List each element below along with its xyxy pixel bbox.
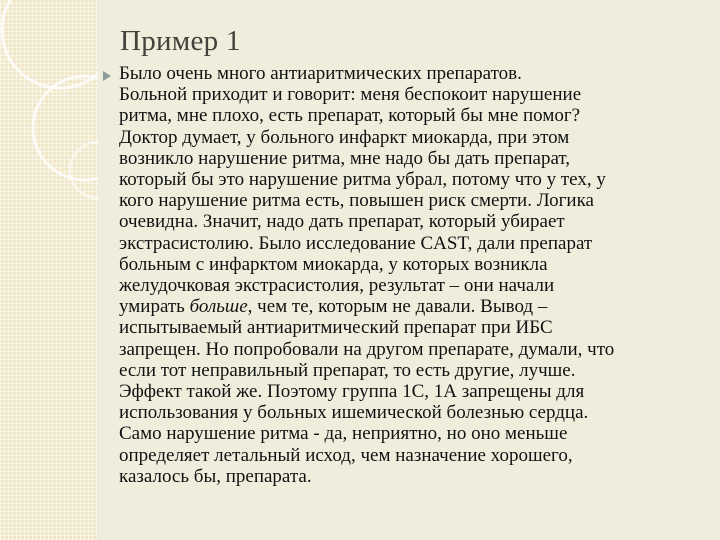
circles-decoration-icon (0, 0, 98, 540)
emphasized-word: больше (189, 296, 248, 318)
slide-body-text (119, 63, 699, 487)
text-line: если тот неправильный препарат, то есть другие, лучше. (119, 359, 576, 381)
decorative-sidebar (0, 0, 98, 540)
text-segment: , чем те, которым не давали. Вывод – (247, 296, 548, 318)
text-line: запрещен. Но попробовали на другом препарате, думали, что (119, 338, 615, 360)
text-line: очевидна. Значит, надо дать препарат, который убирает (119, 211, 565, 233)
text-line: определяет летальный исход, чем назначение хорошего, (119, 444, 573, 466)
text-line: который бы это нарушение ритма убрал, потому что у тех, у (119, 169, 606, 191)
text-line: Было очень много антиаритмических препаратов. (119, 63, 522, 84)
text-line: экстрасистолию. Было исследование CAST, дали препарат (119, 232, 593, 254)
text-line: желудочковая экстрасистолия, результат – они начали (119, 275, 555, 297)
triangle-bullet-icon (103, 71, 111, 81)
text-line: кого нарушение ритма есть, повышен риск смерти. Логика (119, 190, 594, 212)
text-line: использования у больных ишемической болезнью сердца. (119, 402, 589, 424)
text-line: возникло нарушение ритма, мне надо бы дать препарат, (119, 147, 571, 169)
slide-content (98, 0, 720, 540)
text-line: больным с инфарктом миокарда, у которых возникла (119, 253, 548, 275)
slide-title: Пример 1 (120, 25, 241, 57)
text-line: Само нарушение ритма - да, неприятно, но оно меньше (119, 423, 568, 445)
text-line: казалось бы, препарата. (119, 465, 312, 487)
text-segment: умирать (119, 296, 190, 318)
text-line: Доктор думает, у больного инфаркт миокарда, при этом (119, 126, 570, 148)
text-line: ритма, мне плохо, есть препарат, который бы мне помог? (119, 105, 581, 127)
text-line (119, 296, 699, 317)
text-line: Больной приходит и говорит: меня беспокоит нарушение (119, 84, 582, 106)
text-line: испытываемый антиаритмический препарат при ИБС (119, 317, 553, 339)
text-line: Эффект такой же. Поэтому группа 1С, 1А запрещены для (119, 381, 585, 403)
